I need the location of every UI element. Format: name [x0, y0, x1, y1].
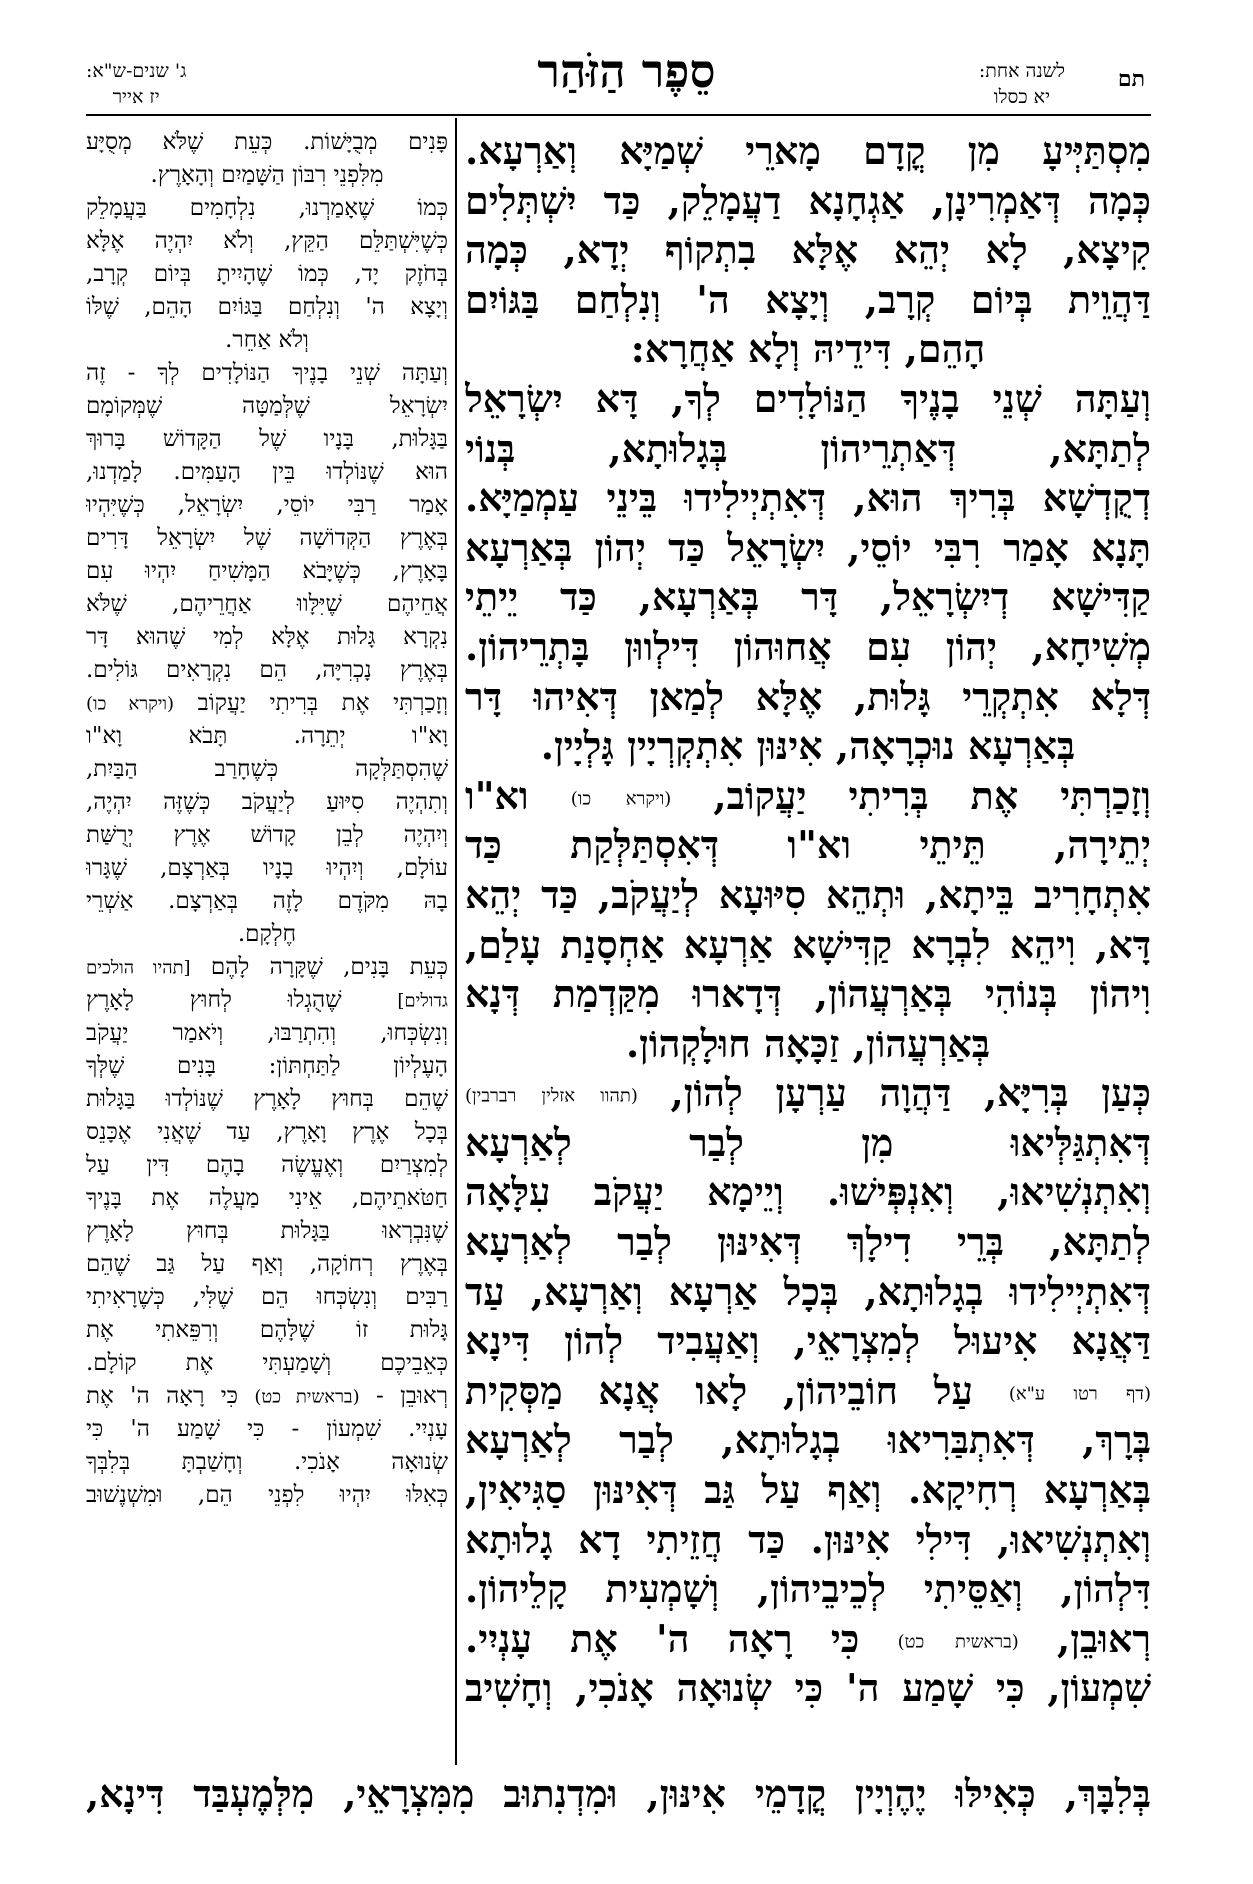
aramaic-line-text: וְעַתָּה שְׁנֵי בָנֶיךָ הַנּוֹלָדִים לְךָ, דָּא יִשְׂרָאֵל: [465, 375, 1151, 421]
aramaic-line: [465, 374, 1151, 424]
hebrew-line: [86, 786, 448, 819]
aramaic-line: [465, 820, 1151, 870]
hebrew-line: [86, 819, 448, 852]
aramaic-line: [465, 225, 1151, 275]
hebrew-line-text: אֲחֵיהֶם שֶׁיִּלָּווּ אַחֲרֵיהֶם, שֶׁלֹּא: [86, 591, 448, 617]
aramaic-line-text: קַדִּישָׁא דְיִשְׂרָאֵל, דָּר בְּאַרְעָא, כַּד יֵיתֵי: [465, 574, 1151, 620]
hebrew-line: [86, 1380, 448, 1413]
aramaic-line-text: דָּא, וִיהֵא לִבְרָא קַדִּישָׁא אַרְעָא אַחְסָנַת עָלַם,: [465, 921, 1151, 967]
source-reference: (דף רטו ע"א): [1008, 1383, 1151, 1405]
hebrew-line-text: בְּאֶרֶץ רְחוֹקָה, וְאַף עַל גַּב שֶׁהֵם: [86, 1251, 448, 1277]
aramaic-line: [465, 969, 1151, 1019]
hebrew-line: [86, 489, 448, 522]
hebrew-line-text: וְיִהְיֶה לְבֵן קָדוֹשׁ אֶרֶץ יְרֻשַּׁת: [86, 822, 448, 848]
hebrew-line-text: רַבִּים וְנִשְׂכְּחוּ הֵם שֶׁלִּי, כְּשֶׁרָאִיתִי: [86, 1284, 448, 1310]
hebrew-line-text: וְיָצָא ה' וְנִלְחַם בַּגּוֹיִם הָהֵם, שֶׁלּוֹ: [86, 294, 448, 320]
hebrew-line: [86, 291, 448, 324]
hebrew-line-text: חַטֹּאתֵיהֶם, אֵינִי מַעֲלֶה אֶת בָּנֶיךָ: [86, 1185, 448, 1211]
aramaic-line: [465, 1415, 1151, 1465]
aramaic-line-text: דְקֻדְשָׁא בְּרִיךְ הוּא, דְּאִתְיְילִידוּ בֵּינֵי עַמְמַיָּא.: [465, 475, 1151, 521]
hebrew-line: [86, 1083, 448, 1116]
aramaic-line-text: דִּלְהוֹן, וְאַסֵּיתִי לְכֵיבֵיהוֹן, וְשָׁמְעִית קָלֵיהוֹן.: [465, 1566, 1151, 1612]
aramaic-line: [465, 1267, 1151, 1317]
aramaic-line: [465, 870, 1151, 920]
aramaic-line: [465, 622, 1151, 672]
hebrew-line: [86, 357, 448, 390]
hebrew-line-text: גָּלוּת זוֹ שֶׁלָּהֶם וְרִפֵּאתִי אֶת: [86, 1317, 448, 1343]
aramaic-line: [465, 1663, 1151, 1713]
hebrew-line-text: בְּאֶרֶץ נָכְרִיָּה, הֵם נִקְרָאִים גּוֹלִים.: [86, 657, 448, 683]
hebrew-line-text: בָהּ מִקֹּדֶם לָזֶה בְּאַרְצָם. אַשְׁרֵי: [86, 888, 448, 914]
hebrew-line: [86, 621, 448, 654]
hebrew-line: [86, 753, 448, 786]
aramaic-line: [465, 176, 1151, 226]
aramaic-line-text: הָהֵם, דִּידֵיהּ וְלָא אַחֲרָא:: [630, 326, 986, 372]
source-reference: (בראשית כט): [254, 1386, 360, 1408]
hebrew-line: [86, 522, 448, 555]
hebrew-line-text: עוֹלָם, וְיִהְיוּ בָנָיו בְּאַרְצָם, שֶׁגָּרוּ: [86, 855, 448, 881]
hebrew-line-text: בְּכָל אֶרֶץ וָאָרֶץ, עַד שֶׁאֲנִי אֶכָּנֵס: [86, 1119, 448, 1145]
hebrew-line: [86, 1413, 448, 1446]
hebrew-line: [86, 192, 448, 225]
hebrew-line-text: בְּחֹזֶק יָד, כְּמוֹ שֶׁהָיִיתָ בְּיוֹם קְרָב,: [86, 261, 448, 287]
source-reference: (בראשית כט): [897, 1631, 1019, 1653]
hebrew-line-tail: כִּי רָאָה ה' אֶת: [86, 1383, 255, 1409]
bottom-text-line: בְּלִבָּךְ, כְּאִילּוּ יֶהֶוְיָין קֳדָמֵי אִינּוּן, וּמִדְנִתוּב מִמִּצְרָאֵי, מִלְּמֶעְבַּד דִּינָא,: [86, 1771, 1151, 1816]
aramaic-line-text: בְּאַרְעָא רְחִיקָא. וְאַף עַל גַּב דְּאִינּוּן סַגִּיאִין,: [465, 1467, 1151, 1513]
aramaic-line-text: דַּהֲוֵית בְּיוֹם קְרָב, וְיָצָא ה' וְנִלְחַם בַּגּוֹיִם: [465, 276, 1151, 322]
hebrew-line: [86, 1347, 448, 1380]
source-reference: (ויקרא כו): [86, 693, 175, 715]
hebrew-line: [86, 654, 448, 687]
hebrew-line: [86, 1116, 448, 1149]
hebrew-line-text: כְּמוֹ שֶׁאָמַרְנוּ, נִלְחָמִים בַּעֲמָלֵק: [86, 195, 448, 221]
hebrew-line-text: יִשְׂרָאֵל שֶׁלְּמַטָּה שֶׁמְּקוֹמָם: [86, 393, 448, 419]
aramaic-line-text: יְתֵירָה, תֵּיתֵי וא"ו דְּאִסְתַּלְּקַת כַּד: [465, 822, 1151, 868]
hebrew-line: [86, 984, 448, 1017]
source-reference: גדולים]: [397, 990, 448, 1012]
hebrew-translation-column: [86, 126, 448, 1766]
aramaic-line-text: רְאוּבֵן,: [1018, 1615, 1151, 1661]
hebrew-line: [86, 951, 448, 984]
aramaic-line: [465, 1564, 1151, 1614]
aramaic-line-tail: וא"ו: [465, 772, 571, 818]
hebrew-line: [86, 588, 448, 621]
aramaic-line-text: וְאִתְנְשִׁיאוּ, דִּילִי אִינּוּן. כַּד חֲזֵיתִי דָא גָלוּתָא: [465, 1516, 1151, 1562]
hebrew-line: [86, 1149, 448, 1182]
aramaic-line: [465, 572, 1151, 622]
hebrew-line: [86, 258, 448, 291]
aramaic-line-text: תָּנָא אָמַר רִבִּי יוֹסֵי, יִשְׂרָאֵל כַּד יְהוֹן בְּאַרְעָא: [465, 524, 1151, 570]
hebrew-line: [86, 1248, 448, 1281]
aramaic-line-text: וְזָכַרְתִּי אֶת בְּרִיתִי יַעֲקוֹב,: [671, 772, 1151, 818]
page-header: [0, 0, 1253, 118]
hebrew-line: [86, 1314, 448, 1347]
aramaic-line: [465, 126, 1151, 176]
hebrew-line-text: וְנִשְׂכְּחוּ, וְהִתְרַבּוּ, וְיֹאמַר יַעֲקֹב: [86, 1020, 448, 1046]
hebrew-line-text: עָנְיִי. שִׁמְעוֹן - כִּי שָׁמַע ה' כִּי: [86, 1416, 448, 1442]
aramaic-line: [465, 1366, 1151, 1416]
hebrew-line-text: כְּאֵבֵיכֶם וְשָׁמַעְתִּי אֶת קוֹלָם.: [86, 1350, 448, 1376]
hebrew-line-text: שֶׁהִסְתַּלְּקָה כְּשֶׁחָרַב הַבַּיִת,: [86, 756, 448, 782]
hebrew-line-text: חֶלְקָם.: [237, 921, 297, 947]
aramaic-line-text: לְתַתָּא, בְּרֵי דִילָךְ דְּאִינּוּן לְבַר לְאַרְעָא: [465, 1219, 1151, 1265]
aramaic-line-tail: עַל חוֹבֵיהוֹן, לָאו אֲנָא מַסְּקִית: [465, 1367, 1009, 1413]
hebrew-line-text: וָא"ו יְתֵרָה. תָּבֹא וָא"ו: [86, 723, 448, 749]
three-year-cycle-date: יז אייר: [112, 86, 160, 108]
hebrew-line-text: שְׂנוּאָה אָנֹכִי. וְחָשַׁבְתָּ בְּלִבְּךָ: [86, 1449, 448, 1475]
aramaic-line: [465, 1019, 1151, 1069]
hebrew-line: [86, 390, 448, 423]
hebrew-line-text: פָּנִים מְבֻיָּשׁוֹת. כְּעֵת שֶׁלֹּא מְסֻיָּע: [86, 129, 448, 155]
aramaic-line-text: דַּאֲנָא אִיעוּל לְמִצְרָאֵי, וְאַעֲבִיד לְהוֹן דִּינָא: [465, 1318, 1151, 1364]
page-number: תם: [1117, 66, 1145, 92]
hebrew-line: [86, 1182, 448, 1215]
hebrew-line: [86, 1215, 448, 1248]
hebrew-line: [86, 1446, 448, 1479]
hebrew-line-text: רְאוּבֵן -: [359, 1383, 448, 1409]
aramaic-line: [465, 1167, 1151, 1217]
aramaic-line: [465, 424, 1151, 474]
source-reference: (תהוו אזלין רברבין): [465, 1085, 638, 1107]
aramaic-line: [465, 1316, 1151, 1366]
aramaic-line: [465, 672, 1151, 722]
hebrew-line: [86, 423, 448, 456]
three-year-cycle: [86, 58, 186, 110]
source-reference: (ויקרא כו): [570, 788, 672, 810]
aramaic-line: [465, 920, 1151, 970]
hebrew-line: [86, 720, 448, 753]
aramaic-line-tail: כִּי רָאָה ה' אֶת עָנְיִי.: [465, 1615, 898, 1661]
hebrew-line-text: לְמִצְרַיִם וְאֶעֱשֶׂה בָהֶם דִּין עַל: [86, 1152, 448, 1178]
aramaic-line: [465, 1118, 1151, 1168]
hebrew-line-text: וְעַתָּה שְׁנֵי בָנֶיךָ הַנּוֹלָדִים לְךָ - זֶה: [86, 360, 448, 386]
aramaic-line-text: בְּרָךְ, דְּאִתְבַּרִיאוּ בְגָלוּתָא, לְבַר לְאַרְעָא: [465, 1417, 1151, 1463]
hebrew-line: [86, 1017, 448, 1050]
aramaic-line-text: דְּאִתְיְילִידוּ בְגָלוּתָא, בְּכָל אַרְעָא וְאַרְעָא, עַד: [465, 1268, 1151, 1314]
hebrew-line-text: כְּעֵת בָּנִים, שֶׁקָּרָה לָהֶם: [190, 954, 448, 980]
book-title: סֵפֶר הַזֹּהַר: [537, 44, 716, 98]
one-year-cycle-date: יא כסלו: [993, 86, 1051, 108]
hebrew-line-text: וְתִהְיֶה סִיּוּעַ לְיַעֲקֹב כְּשֶׁזֶּה יִהְיֶה,: [86, 789, 448, 815]
hebrew-line-text: נִקְרָא גָּלוּת אֶלָּא לְמִי שֶׁהוּא דָּר: [86, 624, 448, 650]
hebrew-line: [86, 1050, 448, 1083]
aramaic-line: [465, 1515, 1151, 1565]
column-divider: [455, 118, 457, 1765]
source-reference: [תהיו הולכים: [86, 957, 191, 979]
hebrew-line: [86, 852, 448, 885]
hebrew-line-text: שֶׁהֵם בְּחוּץ לָאָרֶץ שֶׁנּוֹלְדוּ בַּגָּלוּת: [86, 1086, 448, 1112]
aramaic-line-text: קִיצָא, לָא יְהֵא אֶלָּא בִתְקוֹף יְדָא, כְּמָה: [465, 227, 1151, 273]
hebrew-line: [86, 687, 448, 720]
hebrew-line: [86, 159, 448, 192]
hebrew-line: [86, 555, 448, 588]
hebrew-line: [86, 126, 448, 159]
aramaic-line-text: לְתַתָּא, דְּאַתְרֵיהוֹן בְּגָלוּתָא, בְּנוֹי: [465, 425, 1151, 471]
hebrew-line-text: כְּשֶׁיִּשְׁתַּלֵּם הַקֵּץ, וְלֹא יִהְיֶה אֶלָּא: [86, 228, 448, 254]
aramaic-line-text: בְּאַרְעֲהוֹן, זַכָּאָה חוּלָקְהוֹן.: [625, 1020, 991, 1066]
hebrew-line-text: הוּא שֶׁנּוֹלְדוּ בֵּין הָעַמִּים. לָמַדְנוּ,: [86, 459, 448, 485]
hebrew-line-text: בְּאֶרֶץ הַקְּדוֹשָׁה שֶׁל יִשְׂרָאֵל דָּרִים: [86, 525, 448, 551]
hebrew-line-text: בָּאָרֶץ, כְּשֶׁיָּבֹא הַמָּשִׁיחַ יִהְיוּ עִם: [86, 558, 448, 584]
hebrew-line: [86, 1281, 448, 1314]
aramaic-line: [465, 721, 1151, 771]
hebrew-line-tail: שֶׁהֻגְלוּ לְחוּץ לָאָרֶץ: [86, 987, 398, 1013]
hebrew-line-text: בַּגָּלוּת, בָּנָיו שֶׁל הַקָּדוֹשׁ בָּרוּךְ: [86, 426, 448, 452]
one-year-cycle-label: לשנה אחת:: [978, 60, 1065, 82]
aramaic-line-text: שִׁמְעוֹן, כִּי שָׁמַע ה' כִּי שְׂנוּאָה אָנֹכִי, וְחָשִׁיב: [465, 1665, 1151, 1711]
aramaic-line: [465, 275, 1151, 325]
aramaic-line-text: מִסְתַּיְּיעָ מִן קֳדָם מָארֵי שְׁמַיָּא וְאַרְעָא.: [465, 128, 1151, 173]
three-year-cycle-label: ג' שנים-ש"א:: [86, 60, 187, 82]
header-rule: [86, 114, 1151, 116]
aramaic-line-text: וִיהוֹן בְּנוֹהִי בְּאַרְעֲהוֹן, דְּדָארוּ מִקַּדְמַת דְּנָא: [465, 971, 1151, 1017]
hebrew-line-text: כְּאִלּוּ יִהְיוּ לִפְנֵי הֵם, וּמִשְׁנֶשׁוּב: [86, 1482, 448, 1508]
hebrew-line-text: וְזָכַרְתִּי אֶת בְּרִיתִי יַעֲקוֹב: [174, 690, 448, 716]
aramaic-line-text: מְשִׁיחָא, יְהוֹן עִם אֲחוּהוֹן דִּילְווּן בָּתְרֵיהוֹן.: [465, 623, 1151, 669]
hebrew-line: [86, 918, 448, 951]
aramaic-line: [465, 473, 1151, 523]
aramaic-line-text: דְּאִתְגַּלְּיאוּ מִן לְבַר לְאַרְעָא: [465, 1119, 1151, 1165]
aramaic-line: [465, 1068, 1151, 1118]
aramaic-line-text: אִתְחָרִיב בֵּיתָא, וּתְהֵא סִיּוּעָא לְיַעֲקֹב, כַּד יְהֵא: [465, 871, 1151, 917]
aramaic-line: [465, 324, 1151, 374]
aramaic-line: [465, 1217, 1151, 1267]
aramaic-line: [465, 1465, 1151, 1515]
hebrew-line: [86, 456, 448, 489]
aramaic-line-text: דְּלָא אִתְקְרֵי גָּלוּת, אֶלָּא לְמַאן דְּאִיהוּ דָּר: [465, 673, 1151, 719]
hebrew-line-text: וְלֹא אַחֵר.: [225, 327, 309, 353]
aramaic-line-text: וְאִתְנְשִׁיאוּ, וְאִנְפְּישׁוּ. וְיֵימָא יַעֲקֹב עִלָּאָה: [465, 1169, 1151, 1215]
hebrew-line: [86, 1479, 448, 1512]
hebrew-line-text: אָמַר רַבִּי יוֹסֵי, יִשְׂרָאֵל, כְּשֶׁיִּהְיוּ: [86, 492, 448, 518]
hebrew-line-text: שֶׁנִּבְרְאוּ בַּגָּלוּת בְּחוּץ לָאָרֶץ: [86, 1218, 448, 1244]
hebrew-line: [86, 324, 448, 357]
aramaic-line-text: כְּמָה דְּאַמְרִינָן, אַגְחָנָא דַעֲמָלֵק, כַּד יִשְׁתְּלִים: [465, 177, 1151, 223]
aramaic-line: [465, 1614, 1151, 1664]
hebrew-line: [86, 225, 448, 258]
hebrew-line-text: מִלִּפְנֵי רִבּוֹן הַשָּׁמַיִם וְהָאָרֶץ.: [150, 162, 384, 188]
aramaic-line: [465, 523, 1151, 573]
aramaic-line: [465, 771, 1151, 821]
hebrew-line: [86, 885, 448, 918]
aramaic-text-column: [465, 126, 1151, 1766]
hebrew-line-text: הָעֶלְיוֹן לַתַּחְתּוֹן: בָּנִים שֶׁלְּךָ: [86, 1053, 448, 1079]
aramaic-line-text: בְּאַרְעָא נוּכְרָאָה, אִינּוּן אִתְקְרְיָין גָּלְיָין.: [540, 723, 1076, 769]
aramaic-line-text: כְּעַן בְּרִיָּא, דַּהֲוָה עַרְעָן לְהוֹן,: [637, 1070, 1151, 1116]
